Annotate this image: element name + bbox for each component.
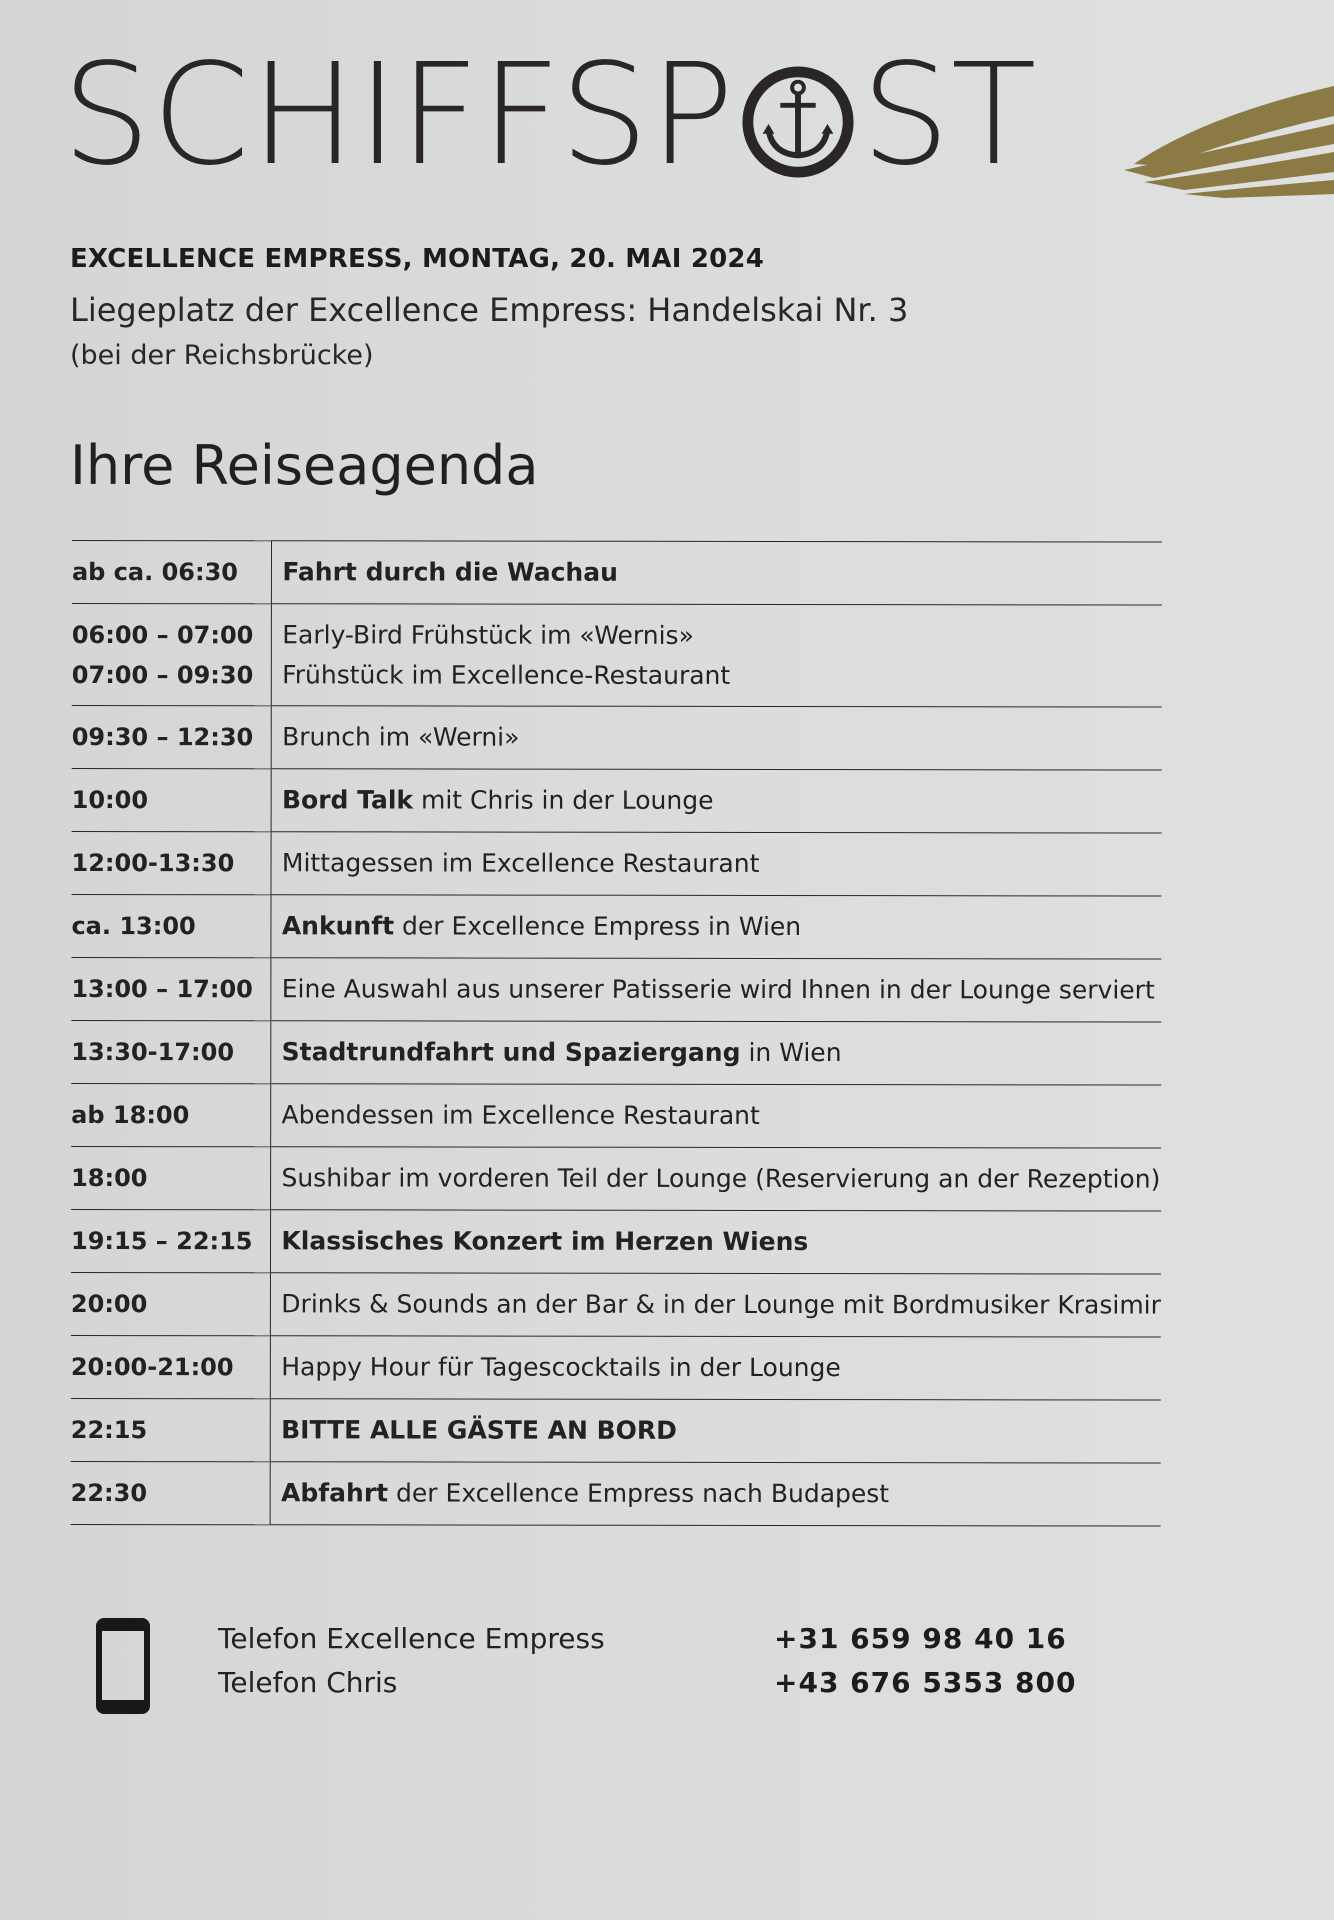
- agenda-time-cell: [71, 1083, 271, 1146]
- agenda-time: 13:00 – 17:00: [71, 974, 253, 1004]
- agenda-time-cell: [71, 894, 271, 957]
- agenda-title: Ihre Reiseagenda: [70, 434, 539, 497]
- agenda-row: [72, 541, 1162, 606]
- agenda-time-cell: [72, 831, 272, 894]
- agenda-event-highlight: BITTE ALLE GÄSTE AN BORD: [281, 1415, 677, 1445]
- agenda-time-cell: [72, 603, 272, 705]
- agenda-event-cell: [272, 706, 1162, 770]
- contact-label: Telefon Excellence Empress: [218, 1621, 605, 1655]
- agenda-time: 22:30: [70, 1478, 148, 1508]
- agenda-event: [281, 1158, 1161, 1199]
- agenda-event: [282, 906, 1162, 947]
- agenda-event-cell: [271, 1084, 1161, 1148]
- agenda-event: [282, 1032, 1162, 1073]
- agenda-event-text: Mittagessen im Excellence Restaurant: [281, 848, 760, 878]
- agenda-row: [71, 1461, 1161, 1526]
- agenda-event-cell: [271, 832, 1161, 896]
- contact-row: [218, 1660, 1077, 1704]
- agenda-row: [71, 1146, 1161, 1211]
- agenda-event: [282, 1095, 1162, 1136]
- agenda-event-cell: [271, 958, 1161, 1022]
- agenda-event-text: der Excellence Empress in Wien: [394, 911, 802, 942]
- agenda-event-highlight: Fahrt durch die Wachau: [282, 557, 618, 587]
- agenda-event: [281, 1473, 1161, 1514]
- agenda-row: [72, 705, 1162, 770]
- agenda-event-text: der Excellence Empress nach Budapest: [388, 1478, 890, 1509]
- agenda-event-cell: [271, 1336, 1161, 1400]
- agenda-time: 22:15: [70, 1415, 148, 1445]
- agenda-time: 09:30 – 12:30: [71, 722, 254, 752]
- masthead-logo: [62, 34, 1038, 197]
- agenda-time-cell: [72, 705, 272, 768]
- agenda-table: [71, 540, 1162, 1527]
- anchor-icon: [739, 63, 857, 181]
- agenda-event: [282, 843, 1162, 884]
- agenda-time-cell: [71, 1146, 271, 1209]
- agenda-event: [281, 1347, 1161, 1388]
- agenda-event: [282, 780, 1162, 821]
- agenda-time: ab ca. 06:30: [71, 558, 239, 587]
- agenda-event-highlight: Ankunft: [281, 911, 395, 941]
- agenda-event-text: Brunch im «Werni»: [282, 722, 520, 752]
- agenda-time: 06:00 – 07:00: [71, 620, 254, 649]
- agenda-event-text: Eine Auswahl aus unserer Patisserie wird Ihnen in der Lounge serviert: [281, 974, 1155, 1005]
- agenda-time: ca. 13:00: [71, 911, 196, 941]
- contact-list: [218, 1616, 1077, 1704]
- agenda-time-cell: [72, 768, 272, 831]
- agenda-row: [71, 1020, 1161, 1085]
- agenda-row: [72, 768, 1162, 833]
- agenda-row: [72, 603, 1162, 707]
- agenda-event-cell: [272, 604, 1162, 707]
- agenda-time: ab 18:00: [71, 1100, 190, 1130]
- contact-row: [218, 1616, 1077, 1660]
- agenda-time: 13:30-17:00: [71, 1037, 235, 1067]
- agenda-row: [71, 1335, 1161, 1400]
- agenda-time: 18:00: [71, 1163, 148, 1193]
- agenda-event-text: Drinks & Sounds an der Bar & in der Lounge mit Bordmusiker Krasimir: [281, 1289, 1161, 1320]
- agenda-event: [281, 1221, 1161, 1262]
- agenda-event-cell: [271, 1210, 1161, 1274]
- agenda-time: 20:00: [70, 1289, 148, 1319]
- agenda-time: 20:00-21:00: [70, 1352, 234, 1382]
- agenda-time-cell: [71, 1020, 271, 1083]
- agenda-event-highlight: Klassisches Konzert im Herzen Wiens: [281, 1226, 809, 1257]
- agenda-event: [281, 1410, 1161, 1451]
- agenda-row: [71, 894, 1161, 959]
- masthead-text-start: SCHIFFSP: [62, 34, 736, 197]
- agenda-time-cell: [71, 1398, 271, 1461]
- agenda-event-text: Abendessen im Excellence Restaurant: [281, 1100, 760, 1130]
- agenda-event-text: Happy Hour für Tagescocktails in der Lounge: [281, 1352, 841, 1383]
- agenda-time-cell: [71, 1335, 271, 1398]
- agenda-event-text: Sushibar im vorderen Teil der Lounge (Reservierung an der Rezeption): [281, 1163, 1161, 1194]
- contact-label: Telefon Chris: [218, 1665, 398, 1699]
- agenda-time: 10:00: [71, 785, 149, 815]
- agenda-row: [72, 831, 1162, 896]
- agenda-time: 12:00-13:30: [71, 848, 235, 878]
- gold-swoosh-logo: [1124, 86, 1334, 206]
- agenda-event: [282, 717, 1162, 758]
- agenda-time-cell: [72, 541, 272, 604]
- contact-phone-number: +31 659 98 40 16: [774, 1621, 1067, 1655]
- agenda-event: [282, 969, 1162, 1010]
- agenda-event-highlight: Bord Talk: [281, 785, 414, 815]
- agenda-event-cell: [271, 769, 1161, 833]
- agenda-event: [282, 552, 1162, 593]
- agenda-event: [282, 655, 1162, 696]
- agenda-row: [71, 1083, 1161, 1148]
- agenda-event-cell: [271, 1462, 1161, 1526]
- agenda-event-cell: [271, 895, 1161, 959]
- agenda-event: [282, 615, 1162, 656]
- agenda-time: 19:15 – 22:15: [71, 1226, 253, 1256]
- berth-location: Liegeplatz der Excellence Empress: Handelskai Nr. 3: [70, 291, 909, 329]
- agenda-time-cell: [71, 1209, 271, 1272]
- agenda-row: [71, 1209, 1161, 1274]
- agenda-event-cell: [271, 1273, 1161, 1337]
- agenda-time: 07:00 – 09:30: [71, 660, 254, 689]
- agenda-time-cell: [71, 1272, 271, 1335]
- agenda-row: [71, 1398, 1161, 1463]
- agenda-event-cell: [271, 1399, 1161, 1463]
- agenda-event-cell: [271, 1021, 1161, 1085]
- agenda-event-cell: [271, 1147, 1161, 1211]
- agenda-row: [71, 957, 1161, 1022]
- agenda-event-highlight: Stadtrundfahrt und Spaziergang: [281, 1037, 741, 1067]
- agenda-event-highlight: Abfahrt: [281, 1478, 389, 1508]
- agenda-row: [71, 1272, 1161, 1337]
- masthead-text-end: ST: [861, 34, 1038, 197]
- ship-date-line: EXCELLENCE EMPRESS, MONTAG, 20. MAI 2024: [70, 244, 764, 274]
- agenda-time-cell: [71, 1461, 271, 1524]
- agenda-event-text: Early-Bird Frühstück im «Wernis»: [282, 619, 694, 650]
- agenda-event-text: in Wien: [740, 1037, 842, 1068]
- agenda-time-cell: [71, 957, 271, 1020]
- mobile-phone-icon: [96, 1618, 150, 1714]
- contact-phone-number: +43 676 5353 800: [774, 1665, 1077, 1699]
- agenda-event-text: Frühstück im Excellence-Restaurant: [282, 659, 731, 690]
- agenda-event-cell: [272, 541, 1162, 605]
- agenda-event-text: mit Chris in der Lounge: [413, 785, 714, 815]
- berth-note: (bei der Reichsbrücke): [70, 340, 374, 371]
- agenda-event: [281, 1284, 1161, 1325]
